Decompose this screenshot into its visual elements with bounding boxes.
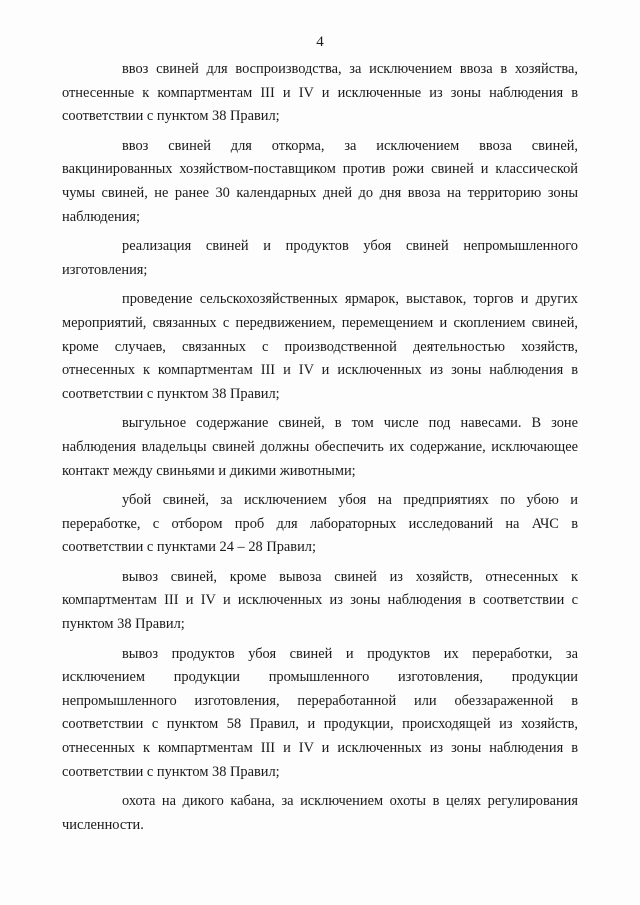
paragraph-pig-export-ban: вывоз свиней, кроме вывоза свиней из хозяйств, отнесенных к компартментам III и IV и исключенных из зоны наблюдения в соответствии с пунктом 38 Правил; xyxy=(62,568,578,633)
paragraph-products-export-ban: вывоз продуктов убоя свиней и продуктов их переработки, за исключением продукции промышленного изготовления, продукции непромышленного изготовления, переработанной или обеззараженной в соответствии с пунктом 58 Правил, и продукции, происходящей из хозяйств, отнесенных к компартментам III и IV и исключенных из зоны наблюдения в соответствии с пунктом 38 Правил; xyxy=(62,645,578,780)
paragraph-fairs-ban: проведение сельскохозяйственных ярмарок, выставок, торгов и других мероприятий, связанных с передвижением, перемещением и скоплением свиней, кроме случаев, связанных с производственной деятельностью хозяйств, отнесенных к компартментам III и IV и исключенных из зоны наблюдения в соответствии с пунктом 38 Правил; xyxy=(62,291,578,402)
paragraph-sale-ban: реализация свиней и продуктов убоя свиней непромышленного изготовления; xyxy=(62,238,578,278)
document-body xyxy=(62,58,578,837)
paragraph-fattening-import-ban: ввоз свиней для откорма, за исключением ввоза свиней, вакцинированных хозяйством-поставщиком против рожи свиней и классической чумы свиней, не ранее 30 календарных дней до дня ввоза на территорию зоны наблюдения; xyxy=(62,137,578,225)
paragraph-free-range-ban: выгульное содержание свиней, в том числе под навесами. В зоне наблюдения владельцы свиней должны обеспечить их содержание, исключающее контакт между свиньями и дикими животными; xyxy=(62,415,578,479)
paragraph-breeding-import-ban: ввоз свиней для воспроизводства, за исключением ввоза в хозяйства, отнесенные к компартментам III и IV и исключенные из зоны наблюдения в соответствии с пунктом 38 Правил; xyxy=(62,61,578,125)
paragraph-hunting-ban: охота на дикого кабана, за исключением охоты в целях регулирования численности. xyxy=(62,793,578,833)
paragraph-slaughter-ban: убой свиней, за исключением убоя на предприятиях по убою и переработке, с отбором проб для лабораторных исследований на АЧС в соответствии с пунктами 24 – 28 Правил; xyxy=(62,492,578,556)
page-number: 4 xyxy=(316,34,324,50)
